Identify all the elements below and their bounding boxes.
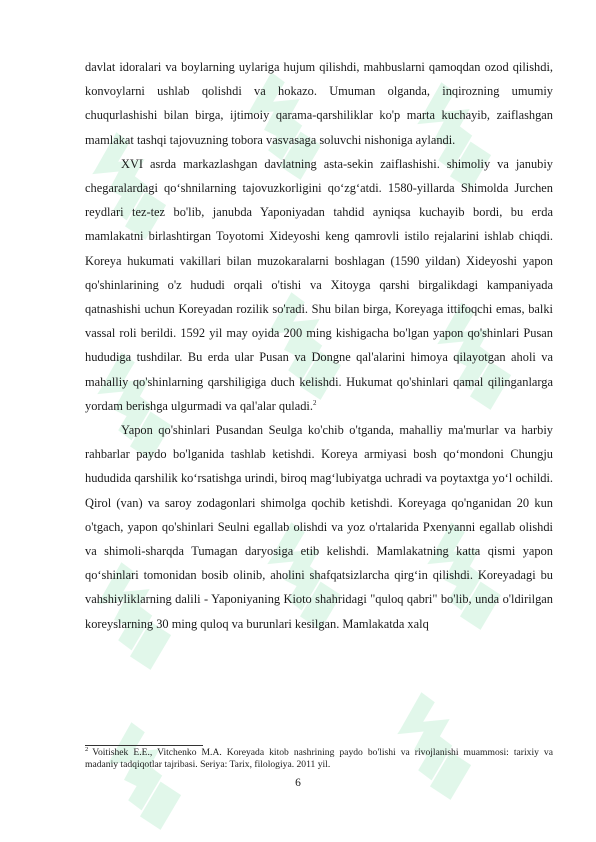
paragraph-2 — [85, 152, 553, 418]
page-number: 6 — [295, 777, 301, 789]
footnote — [85, 747, 553, 771]
paragraph-1-text: davlat idoralari va boylarning uylariga hujum qilishdi, mahbuslarni qamoqdan ozod qilishdi, konvoylarni ushlab qolishdi va hokazo. Umuman olganda, inqirozning umumiy chuqurlashishi bilan birga, ijtimoiy qarama-qarshiliklar ko'p marta kuchayib, zaiflashgan mamlakat tashqi tajovuzning tobora vasvasaga soluvchi nishoniga aylandi. — [85, 60, 553, 147]
body-text — [85, 55, 553, 636]
footnote-reference[interactable]: 2 — [312, 398, 317, 407]
footnote-separator — [85, 745, 203, 746]
paragraph-3-text: Yapon qo'shinlari Pusandan Seulga ko'chib o'tganda, mahalliy ma'murlar va harbiy rahbarlar paydo bo'lganida tashlab ketishdi. Koreya armiyasi bosh qo‘mondoni Chungju hududida qarshilik ko‘rsatishga urindi, biroq mag‘lubiyatga uchradi va poytaxtga yo‘l ochildi. Qirol (van) va saroy zodagonlari shimolga qochib ketishdi. Koreyaga qo'nganidan 20 kun o'tgach, yapon qo'shinlari Seulni egallab olishdi va yoz o'rtalarida Pxenyanni egallab olishdi va shimoli-sharqda Tumagan daryosiga etib kelishdi. Mamlakatning katta qismi yapon qo‘shinlari tomonidan bosib olinib, aholini shafqatsizlarcha qirg‘in qilishdi. Koreyadagi bu vahshiyliklarning dalili - Yaponiyaning Kioto shahridagi "quloq qabri" bo'lib, unda o'ldirilgan koreyslarning 30 ming quloq va burunlari kesilgan. Mamlakatda xalq — [85, 423, 553, 631]
paragraph-2-text: XVI asrda markazlashgan davlatning asta-sekin zaiflashishi. shimoliy va janubiy chegaralardagi qo‘shnilarning tajovuzkorligini qo‘zg‘atdi. 1580-yillarda Shimolda Jurchen reydlari tez-tez bo'lib, janubda Yaponiyadan tahdid ayniqsa kuchayib bordi, bu erda mamlakatni birlashtirgan Toyotomi Xideyoshi keng qamrovli istilo rejalarini ishlab chiqdi. Koreya hukumati vakillari bilan muzokaralarni boshlagan (1590 yildan) Xideyoshi yapon qo'shinlarining o'z hududi orqali o'tishi va Xitoyga qarshi birgalikdagi kampaniyada qatnashishi uchun Koreyadan rozilik so'radi. Shu bilan birga, Koreyaga ittifoqchi emas, balki vassal roli berildi. 1592 yil may oyida 200 ming kishigacha bo'lgan yapon qo'shinlari Pusan hududiga tushdilar. Bu erda ular Pusan va Dongne qal'alarini himoya qilayotgan aholi va mahalliy qo'shinlarning qarshiligiga duch kelishdi. Hukumat qo'shinlari qamal qilinganlarga yordam berishga ulgurmadi va qal'alar quladi. — [85, 156, 553, 413]
footnote-number: 2 — [85, 745, 89, 753]
paragraph-3 — [85, 418, 553, 636]
footnote-text: Voitishek E.E., Vitchenko M.A. Koreyada kitob nashrining paydo bo'lishi va rivojlanishi muammosi: tarixiy va madaniy tadqiqotlar tajribasi. Seriya: Tarix, filologiya. 2011 yil. — [85, 747, 553, 770]
paragraph-1 — [85, 55, 553, 152]
